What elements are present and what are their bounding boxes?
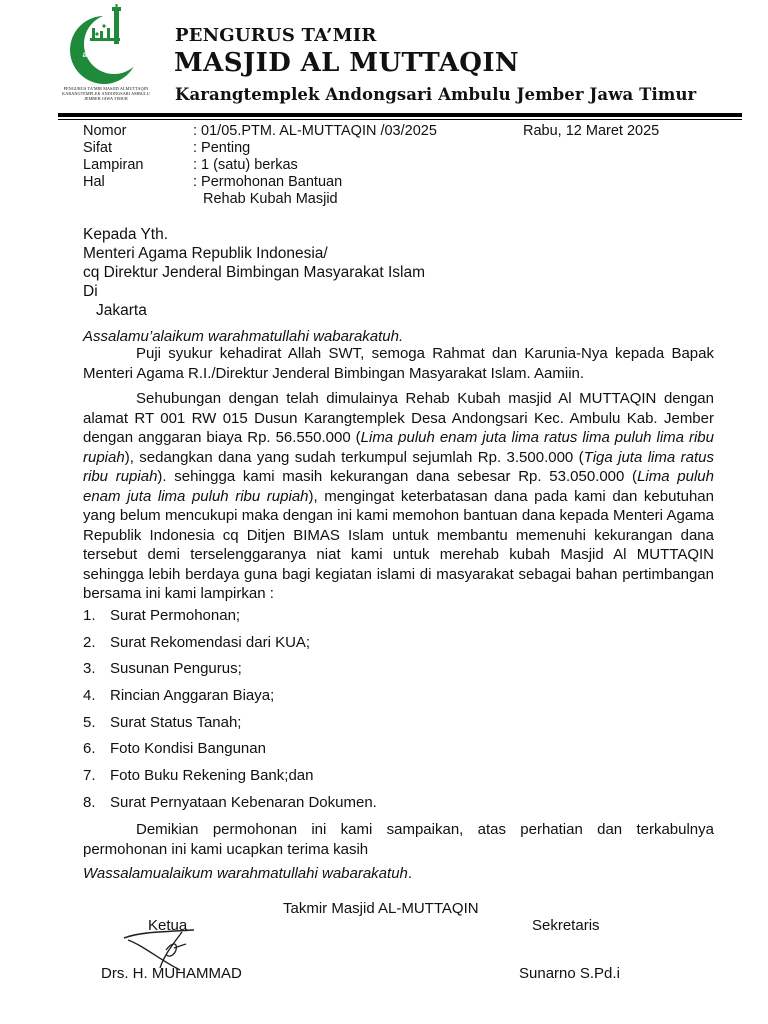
recipient-block: Kepada Yth. Menteri Agama Republik Indonesia/ cq Direktur Jenderal Bimbingan Masyarakat Islam Di Jakarta (83, 226, 425, 319)
header-divider-thin (58, 119, 742, 120)
header-divider (58, 113, 742, 117)
sekretaris-name: Sunarno S.Pd.i (519, 965, 620, 982)
ketua-name: Drs. H. MUHAMMAD (101, 965, 242, 982)
logo-caption: PENGURUS TA'MIR MASJID ALMUTTAQIN KARANGTEMPLEK ANDONGSARI AMBULU JEMBER JAWA TIMUR (62, 86, 150, 101)
list-item: 1. Surat Permohonan; (83, 607, 241, 624)
list-item: 2. Surat Rekomendasi dari KUA; (83, 633, 311, 651)
paragraph-request: Sehubungan dengan telah dimulainya Rehab Kubah masjid Al MUTTAQIN dengan alamat RT 001 RW 015 Dusun Karangtemplek Desa Andongsari Kec. Ambulu Kab. Jember dengan anggaran biaya Rp. 56.550.000 (Lima puluh enam juta lima ratus lima puluh lima ribu rupiah), sedangkan dana yang sudah terkumpul sejumlah Rp. 3.500.000 (Tiga juta lima ratus ribu rupiah). sehingga kami masih kekurangan dana sebesar Rp. 53.050.000 (Lima puluh enam juta lima puluh ribu rupiah), mengingat keterbatasan dana pada kami dan kebutuhan yang belum mencukupi maka dengan ini kami memohon bantuan dana kepada Menteri Agama Republik Indonesia cq Ditjen BIMAS Islam untuk membantu memenuhi kekurangan dana tersebut demi terselenggaranya niat kami untuk merehab kubah Masjid Al MUTTAQIN sehingga lebih berdaya guna bagi kegiatan islami di masyarakat sebagai bahan pertimbangan bersama ini kami lampirkan : (83, 390, 714, 602)
ketua-role: Ketua (148, 917, 188, 934)
sekretaris-role: Sekretaris (532, 917, 600, 934)
letterhead-address: Karangtemplek Andongsari Ambulu Jember Jawa Timur (175, 85, 697, 104)
letterhead-mosque-name: MASJID AL MUTTAQIN (174, 48, 520, 78)
greeting: Assalamu’alaikum warahmatullahi wabarakatuh. (83, 328, 404, 345)
list-item: 4. Rincian Anggaran Biaya; (83, 687, 275, 705)
list-item: 6. Foto Kondisi Bangunan (83, 740, 266, 758)
list-item: 5. Surat Status Tanah; (83, 713, 242, 731)
closing-salutation: Wassalamualaikum warahmatullahi wabarakatuh. (83, 865, 413, 882)
svg-text:almuttaqin: almuttaqin (82, 49, 126, 59)
attachment-list (83, 606, 377, 820)
letter-date: Rabu, 12 Maret 2025 (523, 123, 660, 139)
list-item: 7. Foto Buku Rekening Bank;dan (83, 767, 314, 785)
paragraph-closing: Demikian permohonan ini kami sampaikan, atas perhatian dan terkabulnya permohonan ini kami ucapkan terima kasih (83, 821, 714, 858)
list-item: 3. Susunan Pengurus; (83, 660, 242, 678)
paragraph-opening: Puji syukur kehadirat Allah SWT, semoga Rahmat dan Karunia-Nya kepada Bapak Menteri Agama R.I./Direktur Jenderal Bimbingan Masyarakat Islam. Aamiin. (83, 345, 714, 382)
signature-organization: Takmir Masjid AL-MUTTAQIN (283, 900, 479, 917)
letterhead-organization: PENGURUS TA’MIR (175, 25, 377, 46)
list-item: 8. Surat Pernyataan Kebenaran Dokumen. (83, 793, 377, 811)
